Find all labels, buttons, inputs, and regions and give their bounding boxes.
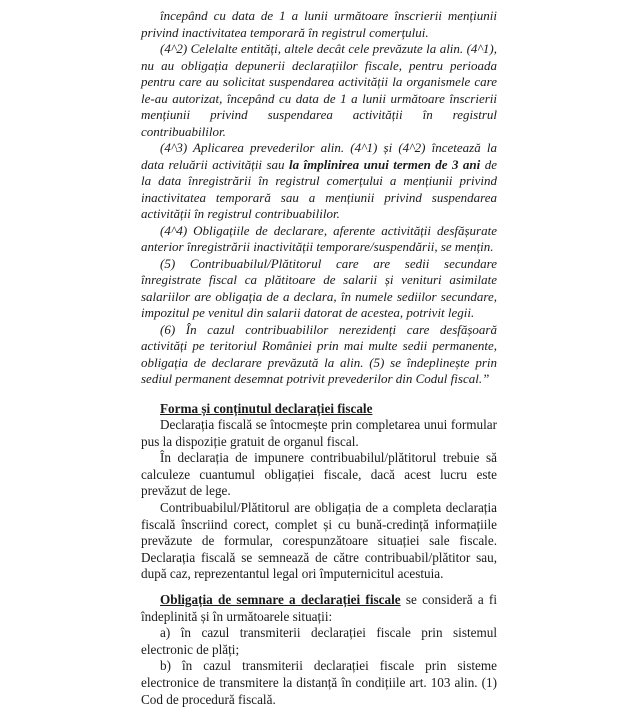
paragraph-forma-1: Declarația fiscală se întocmește prin completarea unui formular pus la dispoziție gratuit de organul fiscal. [141,417,497,450]
paragraph-4-3-text-after: de la data înregistrării în registrul comerțului a mențiunii privind inactivitatea temporară sau a mențiunii privind suspendarea activității în registrul contribuabililor. [141,157,497,222]
paragraph-5: (5) Contribuabilul/Plătitorul care are sedii secundare înregistrate fiscal ca plătitoare de salarii și venituri asimilate salariilor are obligația de a declara, în numele sediilor secundare, impozitul pe venitul din salarii datorat de acestea, potrivit legii. [141,256,497,322]
heading-forma-si-continutul: Forma și conținutul declarației fiscale [141,401,497,418]
paragraph-4-1-continuation: începând cu data de 1 a lunii următoare înscrierii mențiunii privind inactivitatea temporară în registrul comerțului. [141,8,497,41]
paragraph-4-4: (4^4) Obligațiile de declarare, aferente activității desfășurate anterior înregistrării inactivității temporare/suspendării, se mențin. [141,223,497,256]
paragraph-obligatia-semnare [141,592,497,625]
paragraph-forma-3: Contribuabilul/Plătitorul are obligația de a completa declarația fiscală înscriind corect, complet și cu bună-credință informațiile prevăzute de formular, corespunzătoare situației sale fiscale. Declarația fiscală se semnează de către contribuabil/plătitor sau, după caz, reprezentantul legal ori împuternicitul acestuia. [141,500,497,583]
heading-obligatia-de-semnare-rest: se consideră a fi îndeplinită și în următoarele situații: [141,592,497,624]
paragraph-4-2: (4^2) Celelalte entități, altele decât cele prevăzute la alin. (4^1), nu au obligația depunerii declarațiilor fiscale, pentru perioada pentru care au solicitat suspendarea activității la organismele care le-au autorizat, începând cu data de 1 a lunii următoare înscrierii mențiunii privind suspendarea activității în registrul contribuabililor. [141,41,497,140]
paragraph-4-3-emphasis: la împlinirea unui termen de 3 ani [289,157,480,172]
heading-obligatia-de-semnare: Obligația de semnare a declarației fiscale [160,592,401,607]
paragraph-forma-2: În declarația de impunere contribuabilul/plătitorul trebuie să calculeze cuantumul obligației fiscale, dacă acest lucru este prevăzut de lege. [141,450,497,500]
text-column [141,8,497,708]
paragraph-6: (6) În cazul contribuabililor nerezidenți care desfășoară activități pe teritoriul României prin mai multe sedii permanente, obligația de declarare prevăzută la alin. (5) se îndeplinește prin sediul permanent desemnat potrivit prevederilor din Codul fiscal.” [141,322,497,388]
section-gap-1 [141,388,497,401]
paragraph-4-3-text-before: (4^3) Aplicarea prevederilor alin. (4^1) și (4^2) încetează la data reluării activității sau [141,140,497,172]
italic-quoted-law-block [141,8,497,388]
list-item-a: a) în cazul transmiterii declarației fiscale prin sistemul electronic de plăți; [141,625,497,658]
paragraph-4-3 [141,140,497,223]
list-item-b: b) în cazul transmiterii declarației fiscale prin sisteme electronice de transmitere la distanță în condițiile art. 103 alin. (1) Cod de procedură fiscală. [141,658,497,708]
commentary-block [141,401,497,708]
section-gap-2 [141,583,497,592]
